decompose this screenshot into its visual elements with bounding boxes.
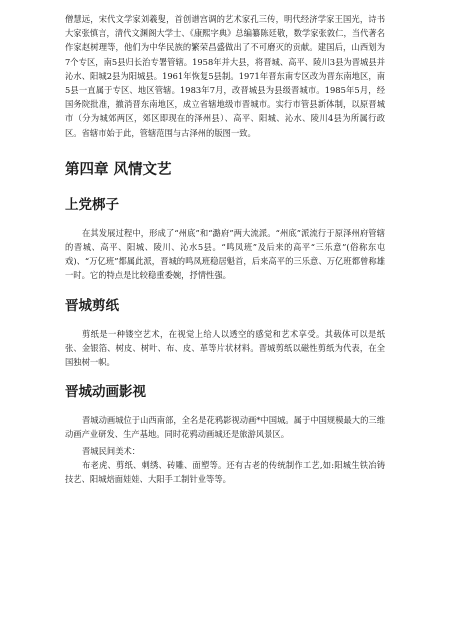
section-paragraph: 晋城动画城位于山西南部，全名是花鸦影视动画*中国城。属于中国规模最大的三维动画产业研发、生产基地。同时花鸦动画城还是旅游风景区。 [65,415,385,440]
intro-paragraph: 僧慧远，宋代文学家刘羲叟，首创谱宫调的艺术家孔三传，明代经济学家王国光，诗书大家张慎言，清代文渊阁大学士、《康熙字典》总编纂陈廷敬，数学家张敦仁，当代著名作家赵树理等，他们为中华民族的繁荣昌盛做出了不可磨灭的贡献。建国后，山西划为7个专区，南5县归长治专署管辖。1958年并大县，将晋城、高平、陵川3县为晋城县并沁水、阳城2县为阳城县。1961年恢复5县制。1971年晋东南专区改为晋东南地区，南5县一直属于专区、地区管辖。1983年7月，改晋城县为县级晋城市。1985年5月，经国务院批准，撤消晋东南地区，成立省辖地级市晋城市。实行市管县新体制，以原晋城市（分为城郊两区，郊区即现在的泽州县）、高平、阳城、沁水、陵川4县为所属行政区。省辖市始于此，管辖范围与古泽州的版图一致。 [65,14,385,138]
section-paragraph: 晋城民间美术： [82,445,141,456]
section-title-shangdang-bangzi: 上党梆子 [65,196,119,213]
chapter-title: 第四章 风情文艺 [65,161,172,178]
section-paragraph: 在其发展过程中，形成了“州底”和“潞府”两大流派。“州底”派流行于原泽州府管辖的晋城、高平、阳城、陵川、沁水5县。“鸣凤班”及后来的高平“三乐意”(俗称东屯戏)、“万亿班”都属此派，晋城的鸣凤班稳居魁首，后来高平的三乐意、万亿班都曾称雄一时。它的特点是比较稳重委婉，抒情性强。 [65,227,385,281]
section-title-jincheng-jianzhi: 晋城剪纸 [65,297,119,314]
section-title-jincheng-donghua: 晋城动画影视 [65,384,146,401]
section-paragraph: 布老虎、剪纸、刺绣、砖雕、面塑等。还有古老的传统制作工艺,如:阳城生铁冶铸技艺、阳城焙面娃娃、大阳手工制针业等等。 [65,459,385,485]
section-paragraph: 剪纸是一种镂空艺术，在视觉上给人以透空的感觉和艺术享受。其载体可以是纸张、金银箔、树皮、树叶、布、皮、革等片状材料。晋城剪纸以磁性剪纸为代表，在全国独树一帜。 [65,328,385,368]
